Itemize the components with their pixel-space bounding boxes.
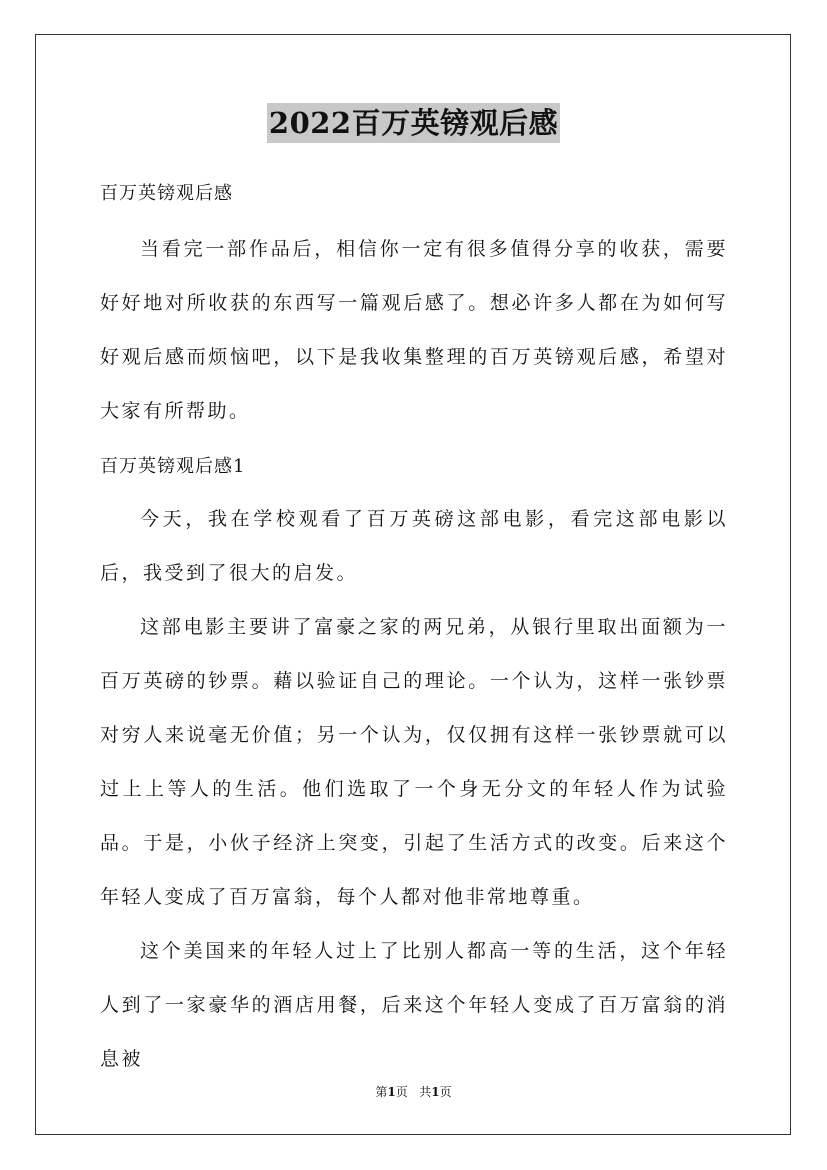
body-paragraph: 这个美国来的年轻人过上了比别人都高一等的生活，这个年轻人到了一家豪华的酒店用餐，后来这个年轻人变成了百万富翁的消息被 [100,940,728,1070]
document-title: 2022百万英镑观后感 [267,103,560,143]
total-suffix: 页 [439,1085,452,1099]
section-heading: 百万英镑观后感1 [100,456,246,477]
total-pages: 1 [431,1085,440,1099]
page-prefix: 第 [375,1085,388,1099]
body-paragraph: 今天，我在学校观看了百万英磅这部电影，看完这部电影以后，我受到了很大的启发。 [100,508,728,584]
title-container [0,103,827,143]
page-footer [0,1084,827,1100]
page-suffix: 页 [395,1085,408,1099]
total-prefix: 共 [419,1085,432,1099]
document-subtitle: 百万英镑观后感 [100,183,233,204]
body-paragraph: 这部电影主要讲了富豪之家的两兄弟，从银行里取出面额为一百万英磅的钞票。藉以验证自己的理论。一个认为，这样一张钞票对穷人来说毫无价值；另一个认为，仅仅拥有这样一张钞票就可以过上上等人的生活。他们选取了一个身无分文的年轻人作为试验品。于是，小伙子经济上突变，引起了生活方式的改变。后来这个年轻人变成了百万富翁，每个人都对他非常地尊重。 [100,616,728,908]
intro-paragraph: 当看完一部作品后，相信你一定有很多值得分享的收获，需要好好地对所收获的东西写一篇观后感了。想必许多人都在为如何写好观后感而烦恼吧，以下是我收集整理的百万英镑观后感，希望对大家有所帮助。 [100,238,728,422]
page-number: 1 [387,1085,396,1099]
